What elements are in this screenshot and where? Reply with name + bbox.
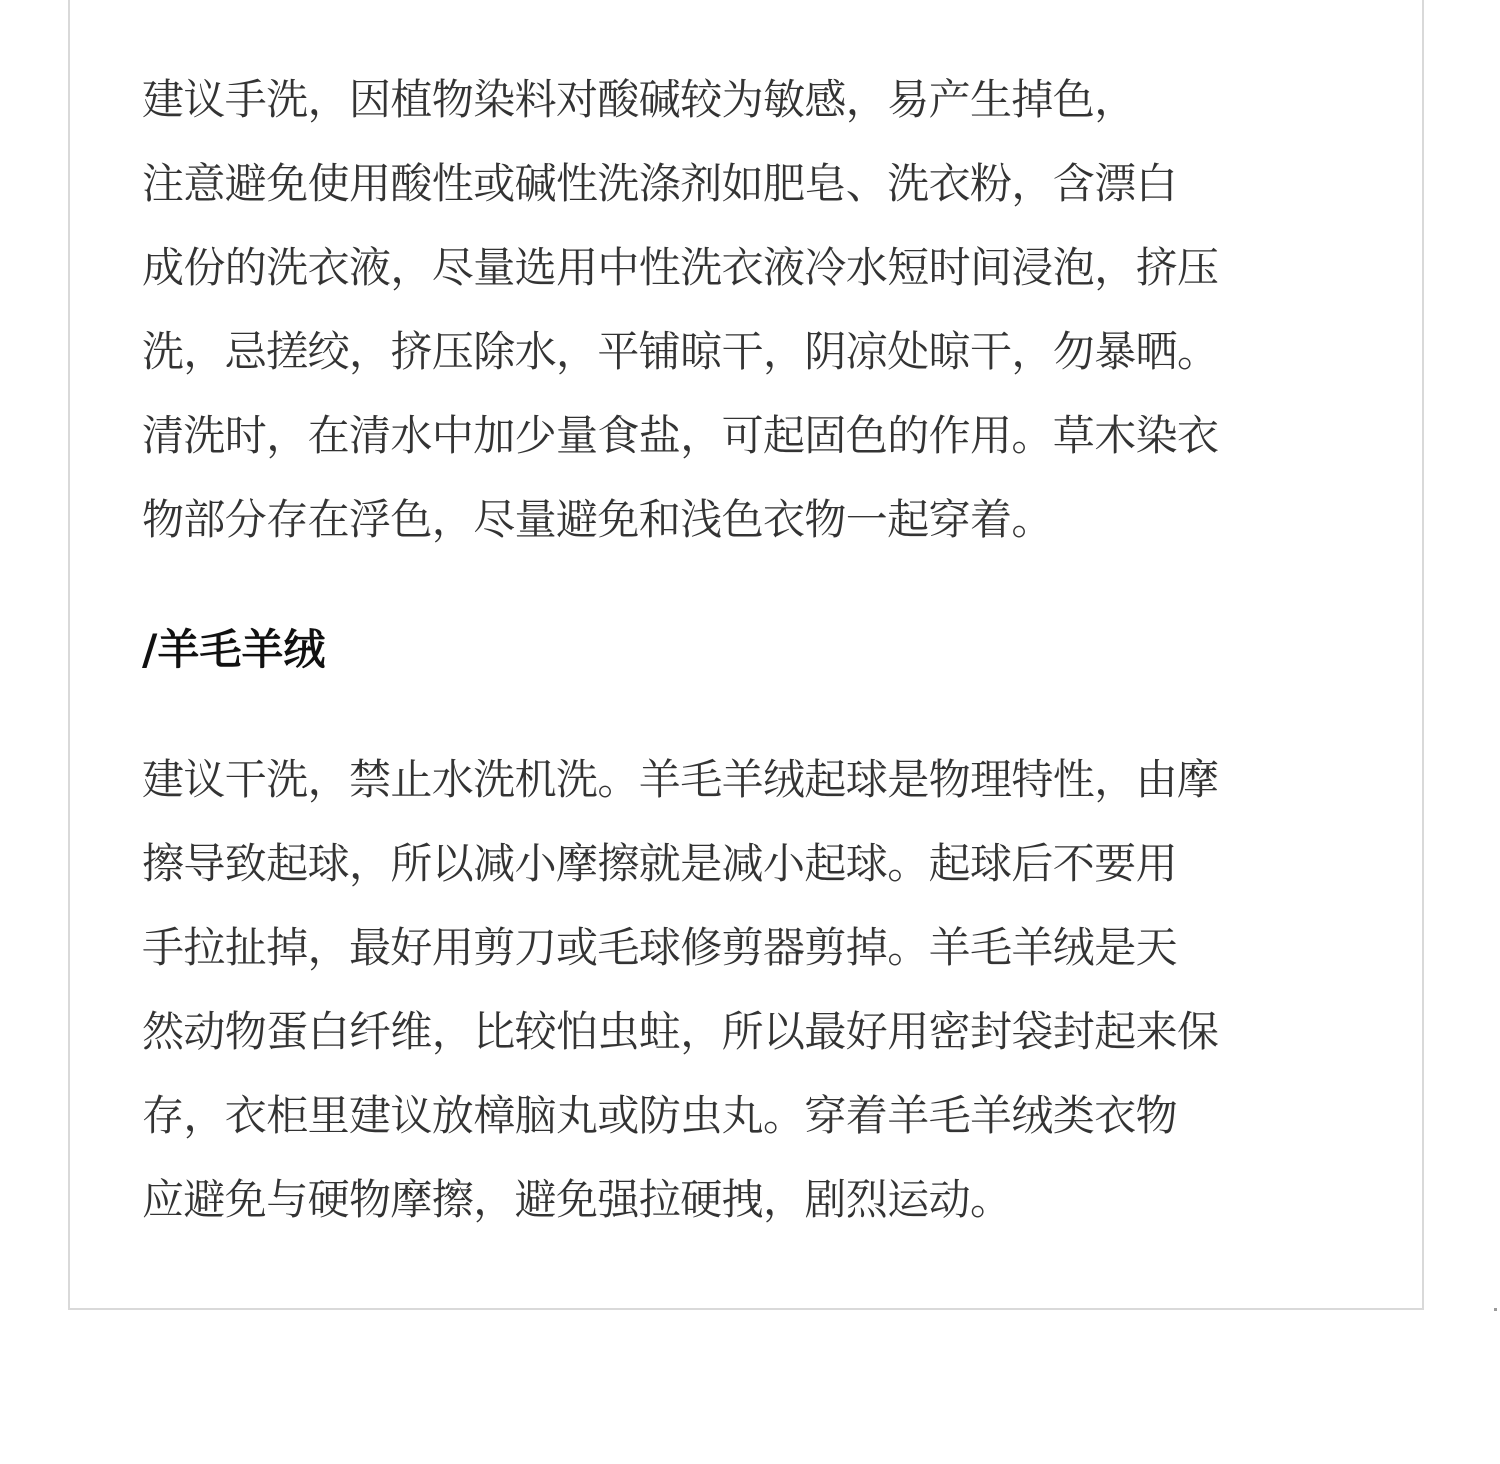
- wool-section-heading: /羊毛羊绒: [142, 625, 326, 674]
- wool-line-4: 然动物蛋白纤维，比较怕虫蛀，所以最好用密封袋封起来保: [142, 1007, 1219, 1056]
- wool-line-2: 擦导致起球，所以减小摩擦就是减小起球。起球后不要用: [142, 839, 1178, 888]
- wool-line-6: 应避免与硬物摩擦，避免强拉硬拽，剧烈运动。: [142, 1175, 1012, 1224]
- care-instructions-card: [68, 0, 1424, 1310]
- plant-dye-line-3: 成份的洗衣液，尽量选用中性洗衣液冷水短时间浸泡，挤压: [142, 243, 1219, 292]
- edge-mark: [1494, 1308, 1497, 1311]
- plant-dye-line-5: 清洗时，在清水中加少量食盐，可起固色的作用。草木染衣: [142, 411, 1219, 460]
- wool-line-5: 存，衣柜里建议放樟脑丸或防虫丸。穿着羊毛羊绒类衣物: [142, 1091, 1178, 1140]
- plant-dye-line-6: 物部分存在浮色，尽量避免和浅色衣物一起穿着。: [142, 495, 1053, 544]
- wool-line-3: 手拉扯掉，最好用剪刀或毛球修剪器剪掉。羊毛羊绒是天: [142, 923, 1178, 972]
- wool-line-1: 建议干洗，禁止水洗机洗。羊毛羊绒起球是物理特性，由摩: [142, 755, 1219, 804]
- plant-dye-line-1: 建议手洗，因植物染料对酸碱较为敏感，易产生掉色，: [142, 75, 1136, 124]
- plant-dye-line-4: 洗，忌搓绞，挤压除水，平铺晾干，阴凉处晾干，勿暴晒。: [142, 327, 1219, 376]
- plant-dye-line-2: 注意避免使用酸性或碱性洗涤剂如肥皂、洗衣粉，含漂白: [142, 159, 1178, 208]
